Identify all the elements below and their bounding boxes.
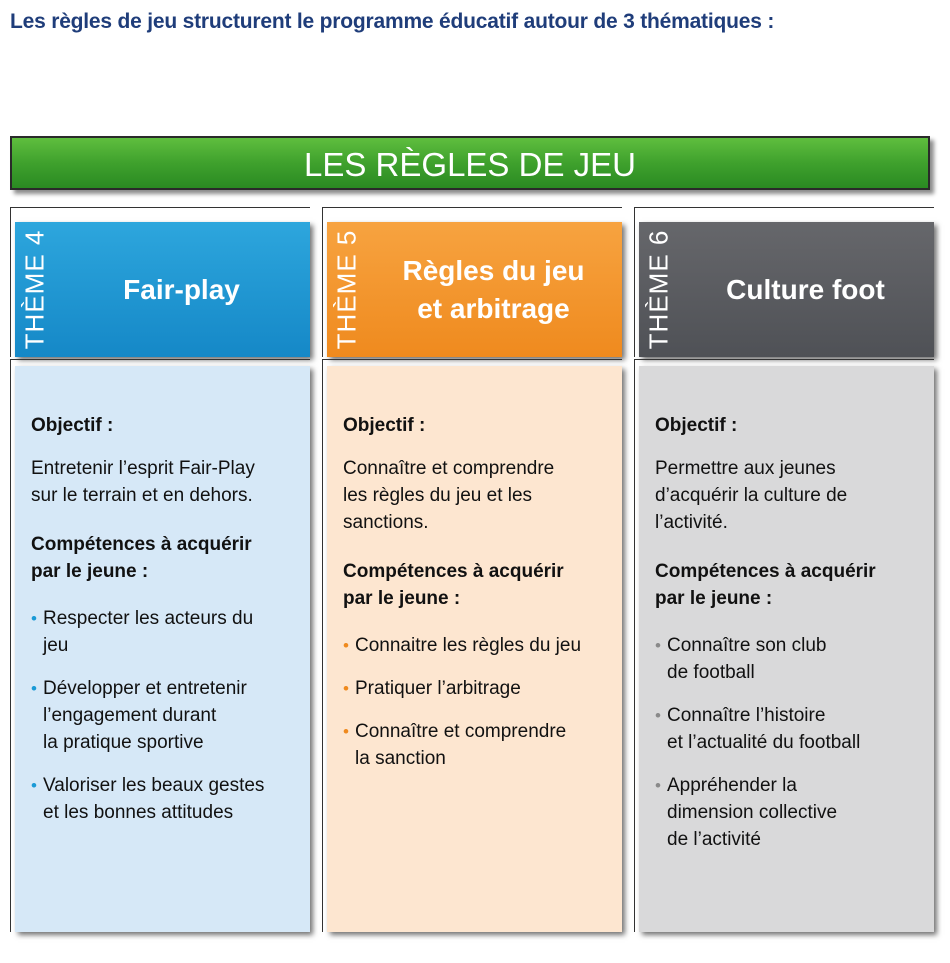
skills-list (655, 632, 918, 853)
list-item: • Connaître et comprendre la sanction (343, 718, 606, 772)
theme-header (322, 207, 622, 357)
theme-title: Culture foot (726, 273, 885, 305)
theme-number-label: THÈME 6 (643, 229, 674, 350)
bullet-icon: • (343, 636, 349, 655)
list-item: • Connaître l’histoire et l’actualité du football (655, 702, 918, 756)
objective-title: Objectif : (31, 415, 114, 436)
list-item: • Valoriser les beaux gestes et les bonnes attitudes (31, 772, 294, 826)
bullet-icon: • (31, 679, 37, 698)
theme-card-5 (322, 207, 622, 932)
theme-header (10, 207, 310, 357)
theme-number-label: THÈME 5 (331, 229, 362, 350)
theme-title: Fair-play (123, 273, 240, 305)
bullet-icon: • (655, 706, 661, 725)
theme-number-label: THÈME 4 (19, 229, 50, 350)
bullet-icon: • (655, 636, 661, 655)
objective-text: Entretenir l’esprit Fair-Play sur le terrain et en dehors. (31, 458, 255, 506)
page-title: Les règles de jeu structurent le programme éducatif autour de 3 thématiques : (10, 10, 775, 33)
list-item: • Pratiquer l’arbitrage (343, 675, 606, 702)
skills-title: Compétences à acquérir par le jeune : (655, 561, 876, 609)
theme-body (634, 359, 934, 932)
objective-title: Objectif : (343, 415, 426, 436)
theme-header (634, 207, 934, 357)
objective-title: Objectif : (655, 415, 738, 436)
theme-body (322, 359, 622, 932)
theme-body (10, 359, 310, 932)
objective-text: Permettre aux jeunes d’acquérir la culture de l’activité. (655, 458, 848, 533)
objective-text: Connaître et comprendre les règles du jeu et les sanctions. (343, 458, 555, 533)
list-item: • Respecter les acteurs du jeu (31, 605, 294, 659)
list-item: • Appréhender la dimension collective de l’activité (655, 772, 918, 853)
bullet-icon: • (343, 679, 349, 698)
skills-title: Compétences à acquérir par le jeune : (343, 561, 564, 609)
theme-card-4 (10, 207, 310, 932)
theme-card-6 (634, 207, 934, 932)
list-item: • Connaitre les règles du jeu (343, 632, 606, 659)
theme-title: Règles du jeu et arbitrage (402, 254, 585, 324)
skills-title: Compétences à acquérir par le jeune : (31, 534, 252, 582)
list-item: • Connaître son club de football (655, 632, 918, 686)
skills-list (31, 605, 294, 826)
skills-list (343, 632, 606, 772)
banner-les-regles-de-jeu: LES RÈGLES DE JEU (10, 136, 930, 190)
bullet-icon: • (655, 776, 661, 795)
bullet-icon: • (343, 722, 349, 741)
bullet-icon: • (31, 776, 37, 795)
list-item: • Développer et entretenir l’engagement durant la pratique sportive (31, 675, 294, 756)
bullet-icon: • (31, 609, 37, 628)
